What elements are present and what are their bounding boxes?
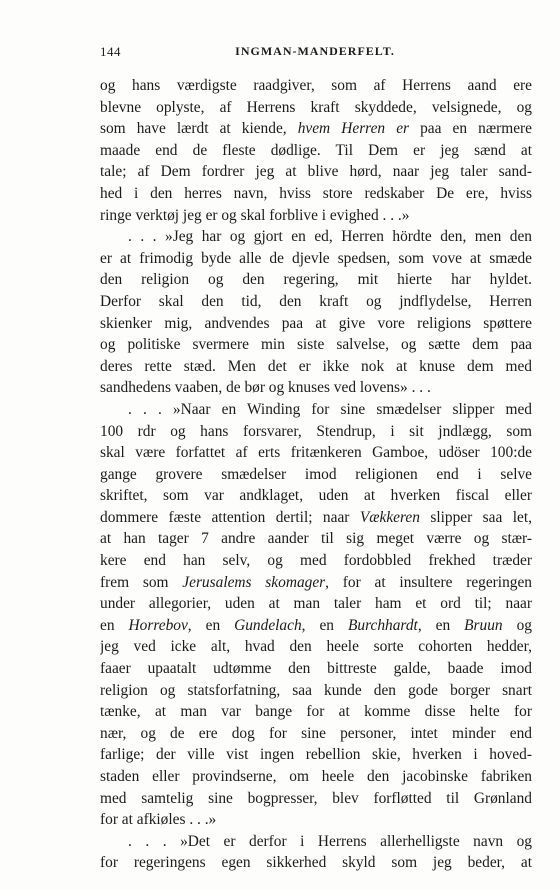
text-line xyxy=(100,118,532,140)
text-run: deres rette stæd. Men det er ikke nok at knuse dem med xyxy=(100,357,532,375)
text-run: som have lærdt at kiende, xyxy=(100,120,298,138)
text-run: , for at insultere regeringen xyxy=(325,573,532,591)
text-line xyxy=(100,269,532,291)
page-number: 144 xyxy=(100,44,121,59)
text-run: under allegorier, uden at man taler ham et ord til; naar xyxy=(100,595,532,613)
text-run: ringe verktøj jeg er og skal forblive i evighed . . .» xyxy=(100,206,410,224)
italic-text: Horrebov xyxy=(128,616,188,634)
text-line xyxy=(100,464,532,486)
text-run: for at afkiøles . . .» xyxy=(100,811,217,829)
text-line xyxy=(100,97,532,119)
text-run: er at frimodig byde alle de djevle spedsen, som vove at smæde xyxy=(100,249,532,267)
text-run: faaer upaatalt udtømme den bittreste galde, baade imod xyxy=(100,660,532,678)
text-run: religion og statsforfatning, saa kunde den gode borger snart xyxy=(100,681,532,699)
text-line xyxy=(100,75,532,97)
text-run: . . . »Det er derfor i Herrens allerhelligste navn og xyxy=(128,832,532,850)
text-line xyxy=(100,248,532,270)
text-run: for regeringens egen sikkerhed skyld som jeg beder, at xyxy=(100,854,532,872)
italic-text: Burchhardt xyxy=(347,616,418,634)
text-run: farlige; der ville vist ingen rebellion skie, hverken i hoved- xyxy=(100,746,532,764)
text-run: en xyxy=(100,616,129,634)
text-run: at han tager 7 andre aander til sig meget værre og stær- xyxy=(100,530,532,548)
text-run: med samtelig sine bogpresser, blev forfløtted til Grønland xyxy=(100,789,532,807)
text-run: slipper saa let, xyxy=(419,508,532,526)
text-run: sandhedens vaaben, de bør og knuses ved lovens» . . . xyxy=(100,379,431,397)
text-run: jeg ved icke alt, hvad den heele sorte cohorten hedder, xyxy=(100,638,532,656)
text-run: og hans værdigste raadgiver, som af Herrens aand ere xyxy=(100,77,532,94)
italic-text: Vækkeren xyxy=(359,508,420,526)
text-run: skriftet, som var andklaget, uden at hverken fiscal eller xyxy=(100,487,532,505)
running-head xyxy=(100,44,530,64)
text-line xyxy=(100,399,532,421)
text-line xyxy=(100,291,532,313)
text-line xyxy=(100,636,532,658)
text-run: dommere fæste attention dertil; naar xyxy=(100,508,360,526)
text-line xyxy=(100,334,532,356)
text-line xyxy=(100,615,532,637)
text-line xyxy=(100,183,532,205)
text-line xyxy=(100,421,532,443)
text-run: tale; af Dem fordrer jeg at blive hørd, naar jeg taler sand- xyxy=(100,163,532,181)
text-line xyxy=(100,680,532,702)
text-run: hed i den herres navn, hviss store redskaber De ere, hviss xyxy=(100,184,532,202)
text-line xyxy=(100,572,532,594)
text-line xyxy=(100,744,532,766)
italic-text: Gundelach xyxy=(234,616,302,634)
text-line xyxy=(100,161,532,183)
text-line xyxy=(100,226,532,248)
text-run: blevne oplyste, af Herrens kraft skyddede, velsignede, og xyxy=(100,98,532,116)
text-run: . . . »Naar en Winding for sine smædelser slipper med xyxy=(128,400,532,418)
text-run: 100 rdr og hans forsvarer, Stendrup, i sit jndlægg, som xyxy=(100,422,532,440)
text-line xyxy=(100,723,532,745)
text-line xyxy=(100,356,532,378)
running-title: INGMAN-MANDERFELT. xyxy=(235,44,395,58)
text-line xyxy=(100,313,532,335)
text-line xyxy=(100,528,532,550)
text-line xyxy=(100,831,532,853)
text-line xyxy=(100,852,532,874)
text-run: staden eller provindserne, om heele den jacobinske fabriken xyxy=(100,768,532,785)
text-line xyxy=(100,377,532,399)
text-run: Derfor skal den tid, den kraft og jndflydelse, Herren xyxy=(100,292,532,310)
text-run: og politiske svermere min siste salvelse, og sætte dem paa xyxy=(100,336,532,354)
text-line xyxy=(100,788,532,810)
text-line xyxy=(100,140,532,162)
text-run: kere end han selv, og med fordobbled frekhed træder xyxy=(100,552,532,570)
text-line xyxy=(100,442,532,464)
text-run: frem som xyxy=(100,573,183,591)
italic-text: hvem Herren er xyxy=(297,120,410,138)
body-text xyxy=(100,75,532,874)
text-line xyxy=(100,507,532,529)
text-line xyxy=(100,701,532,723)
text-run: nær, og de ere dog for sine personer, intet minder end xyxy=(100,724,532,742)
text-line xyxy=(100,809,532,831)
text-run: maade end de fleste dødlige. Til Dem er jeg sænd at xyxy=(100,141,532,159)
text-line xyxy=(100,550,532,572)
text-run: den religion og den regering, mit hierte har hyldet. xyxy=(100,271,532,289)
text-line xyxy=(100,593,532,615)
text-run: skal være forfattet af erts fritænkeren Gamboe, udöser 100:de xyxy=(100,444,532,462)
text-line xyxy=(100,766,532,788)
text-run: paa en nærmere xyxy=(409,120,532,138)
italic-text: Jerusalems skomager xyxy=(182,573,326,591)
text-run: gange grovere smædelser imod religionen end i selve xyxy=(100,465,532,483)
italic-text: Bruun xyxy=(464,616,503,634)
text-run: og xyxy=(502,616,532,634)
text-run: tænke, at man var bange for at komme disse helte for xyxy=(100,703,532,721)
text-run: , en xyxy=(301,616,348,634)
text-run: , en xyxy=(417,616,465,634)
text-run: , en xyxy=(187,616,235,634)
text-line xyxy=(100,205,532,227)
text-run: skienker mig, andvendes paa at give vore religions spøttere xyxy=(100,314,532,332)
text-line xyxy=(100,485,532,507)
text-line xyxy=(100,658,532,680)
text-run: . . . »Jeg har og gjort en ed, Herren hördte den, men den xyxy=(128,228,532,246)
